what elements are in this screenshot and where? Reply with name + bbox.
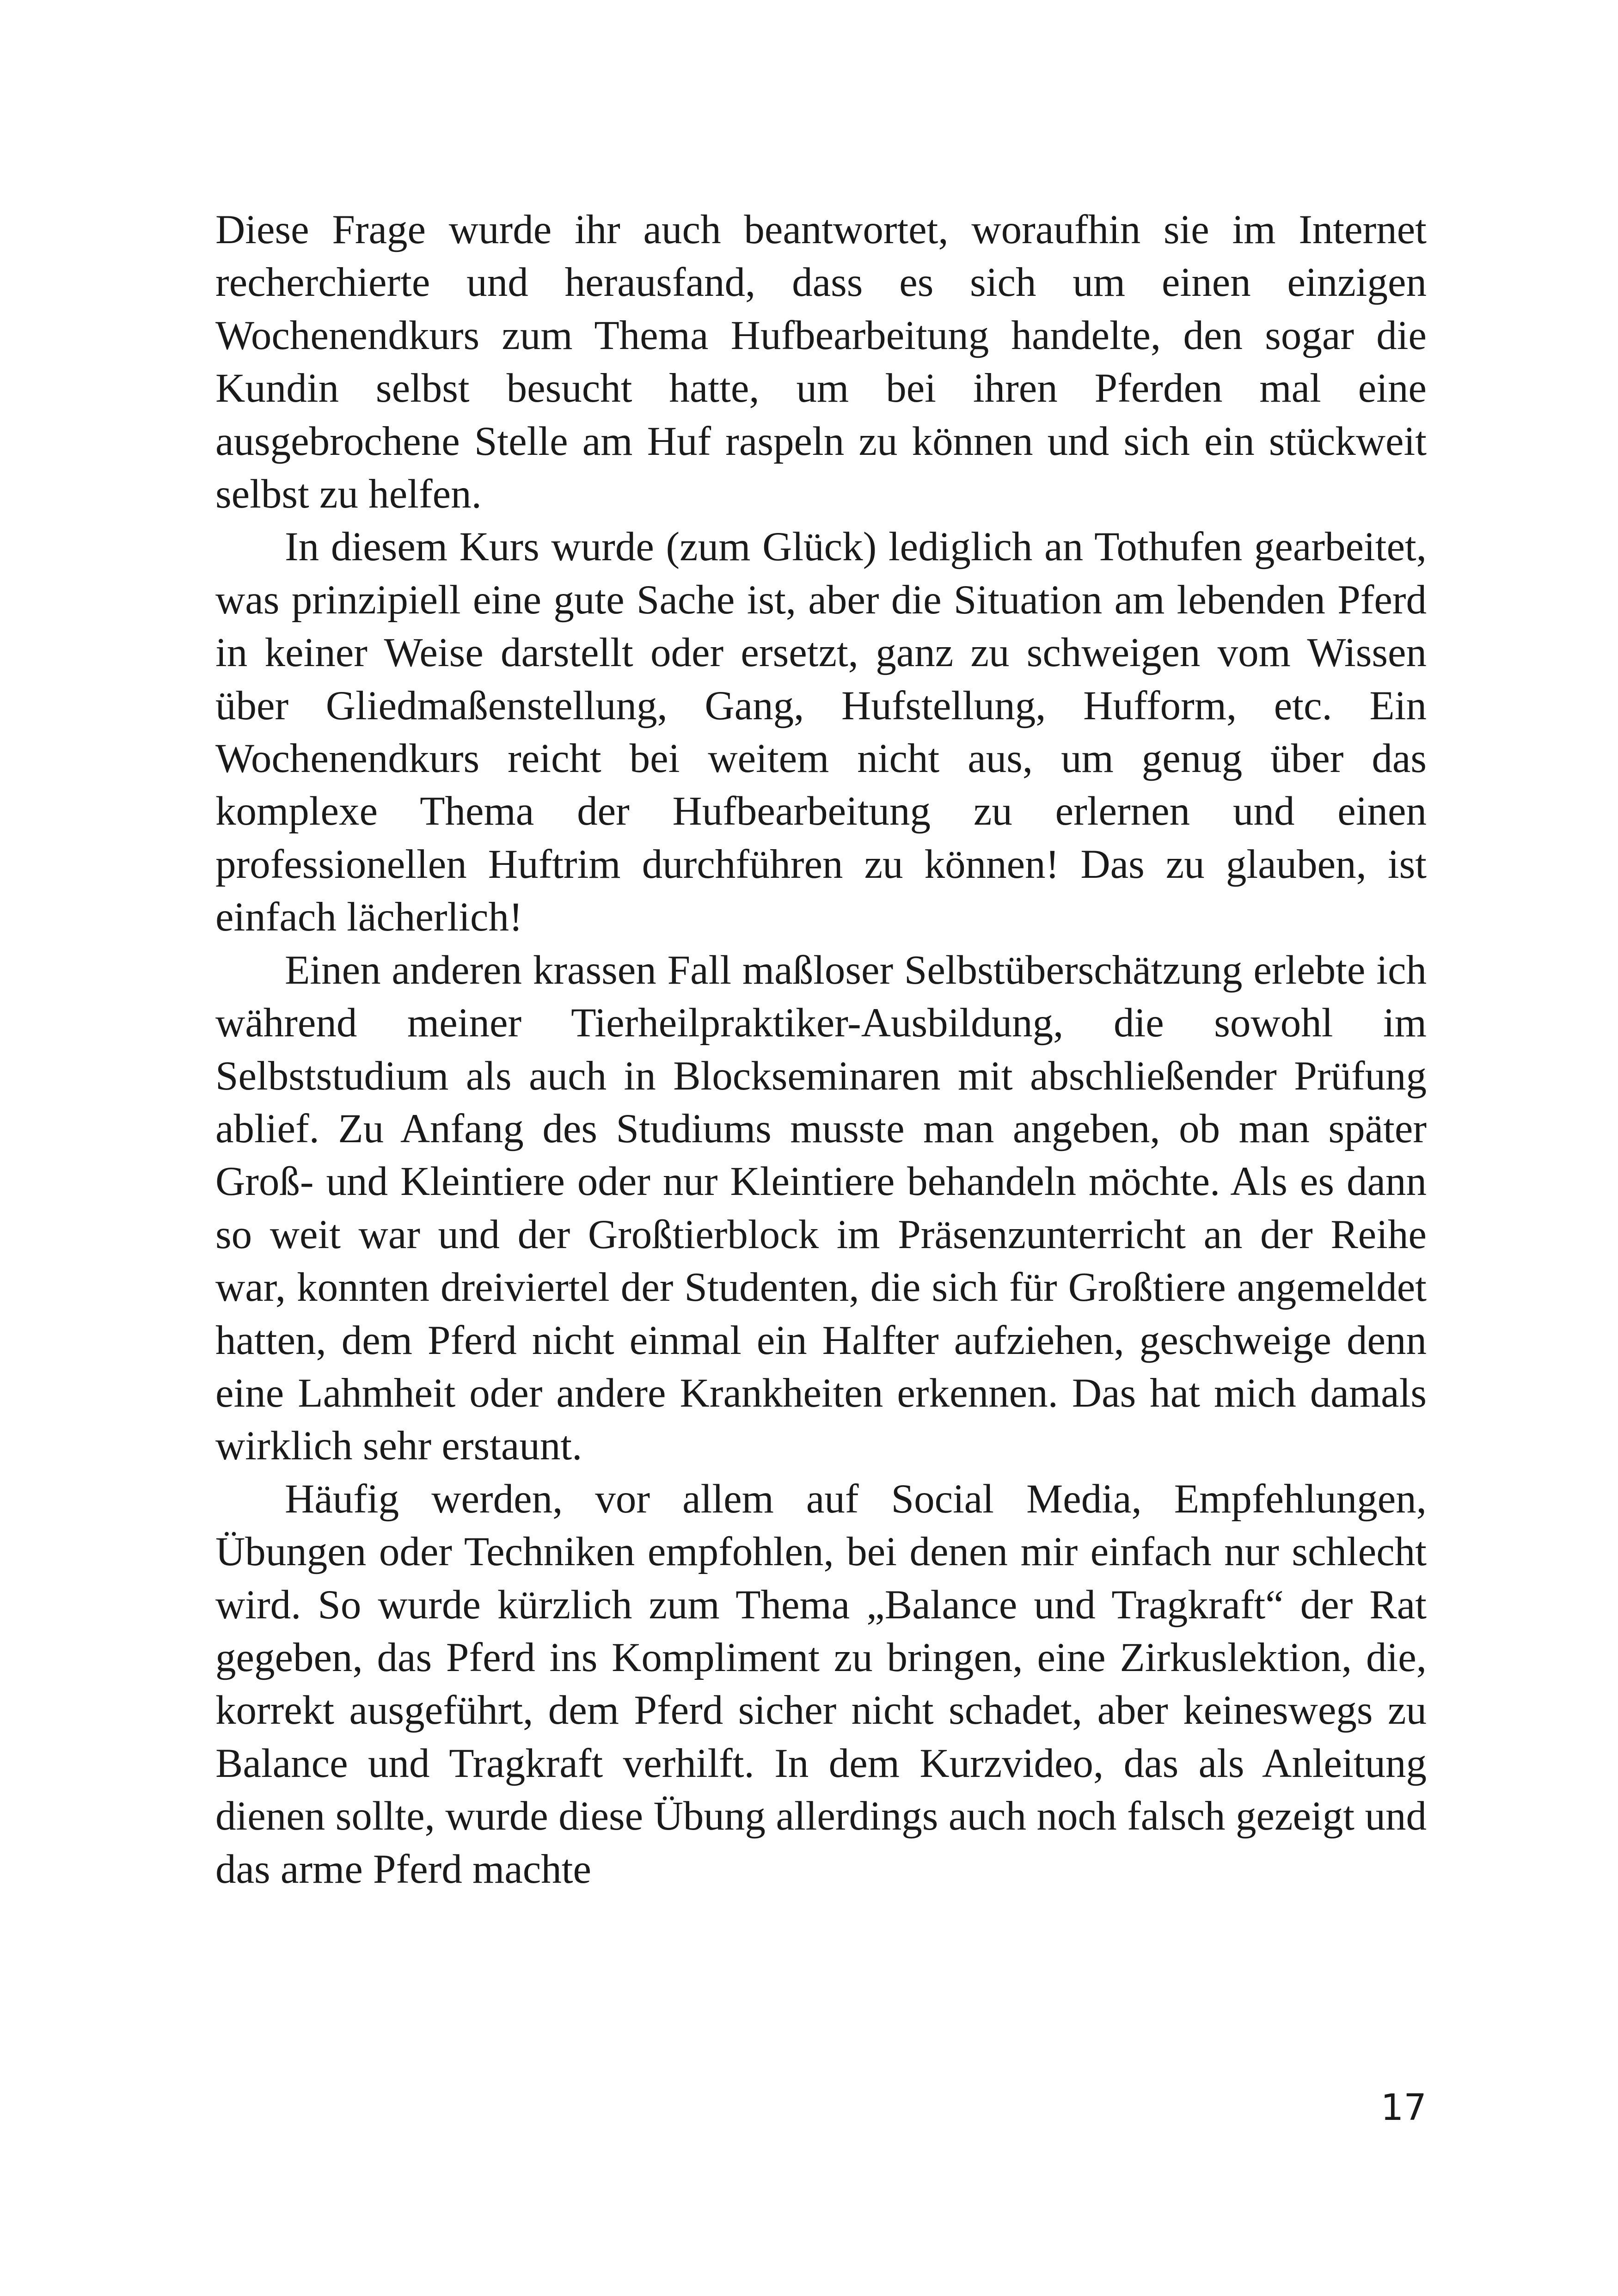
body-text xyxy=(215,203,1427,1896)
paragraph-1: Diese Frage wurde ihr auch beantwortet, woraufhin sie im Internet recherchierte und herausfand, dass es sich um einen einzigen Wochenendkurs zum Thema Hufbearbeitung handelte, den sogar die Kundin selbst besucht hatte, um bei ihren Pferden mal eine ausgebrochene Stelle am Huf raspeln zu können und sich ein stückweit selbst zu helfen. xyxy=(215,207,1427,517)
paragraph-4: Häufig werden, vor allem auf Social Media, Empfehlungen, Übungen oder Techniken empfohlen, bei denen mir einfach nur schlecht wird. So wurde kürzlich zum Thema „Balance und Tragkraft“ der Rat gegeben, das Pferd ins Kompliment zu bringen, eine Zirkuslektion, die, korrekt ausgeführt, dem Pferd sicher nicht schadet, aber keineswegs zu Balance und Tragkraft verhilft. In dem Kurzvideo, das als Anleitung dienen sollte, wurde diese Übung allerdings auch noch falsch gezeigt und das arme Pferd machte xyxy=(215,1476,1427,1892)
paragraph-2: In diesem Kurs wurde (zum Glück) lediglich an Tothufen gearbeitet, was prinzipiell eine gute Sache ist, aber die Situation am lebenden Pferd in keiner Weise darstellt oder ersetzt, ganz zu schweigen vom Wissen über Gliedmaßenstellung, Gang, Hufstellung, Hufform, etc. Ein Wochenendkurs reicht bei weitem nicht aus, um genug über das komplexe Thema der Hufbearbeitung zu erlernen und einen professionellen Huftrim durchführen zu können! Das zu glauben, ist einfach lächerlich! xyxy=(215,524,1427,940)
paragraph-3: Einen anderen krassen Fall maßloser Selbstüberschätzung erlebte ich während meiner Tierheilpraktiker-Ausbildung, die sowohl im Selbststudium als auch in Blockseminaren mit abschließender Prüfung ablief. Zu Anfang des Studiums musste man angeben, ob man später Groß- und Kleintiere oder nur Kleintiere behandeln möchte. Als es dann so weit war und der Großtierblock im Präsenzunterricht an der Reihe war, konnten dreiviertel der Studenten, die sich für Großtiere angemeldet hatten, dem Pferd nicht einmal ein Halfter aufziehen, geschweige denn eine Lahmheit oder andere Krankheiten erkennen. Das hat mich damals wirklich sehr erstaunt. xyxy=(215,947,1427,1469)
page-number: 17 xyxy=(1380,2087,1427,2129)
